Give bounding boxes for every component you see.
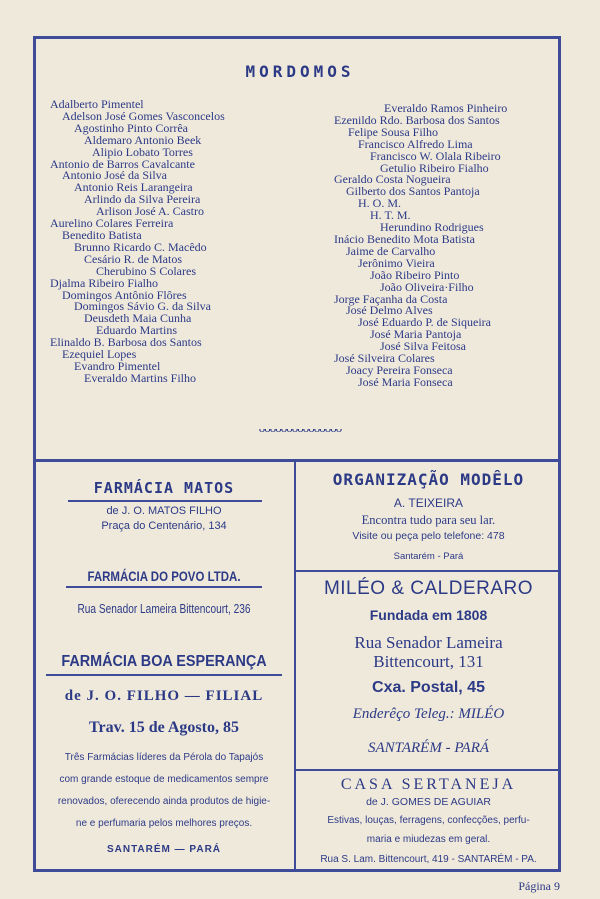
casa-sertaneja-name: CASA SERTANEJA — [340, 776, 517, 793]
ornament-divider: ᴗᴗᴗᴗᴗᴗᴗᴗᴗᴗᴗᴗᴗᴗᴗ — [258, 420, 342, 435]
organizacao-city: Santarém - Pará — [393, 551, 464, 562]
page-title: MORDOMOS — [245, 62, 355, 81]
right-name-item: José Maria Fonseca — [358, 374, 453, 389]
farmacia-matos-address: Praça do Centenário, 134 — [101, 520, 227, 532]
left-name-item: Ezequiel Lopes — [62, 347, 137, 362]
left-name-item: Adelson José Gomes Vasconcelos — [62, 108, 225, 123]
mileo-name: MILÉO & CALDERARO — [323, 578, 534, 599]
organizacao-name: ORGANIZAÇÃO MODÊLO — [332, 470, 525, 489]
right-name-item: Jerônimo Vieira — [358, 255, 435, 270]
farmacia-boa-text-4: ne e perfumaria pelos melhores preços. — [75, 818, 253, 829]
farmacia-povo-address: Rua Senador Lameira Bittencourt, 236 — [77, 601, 251, 616]
mileo-telegraph: Enderêço Teleg.: MILÉO — [352, 706, 505, 722]
farmacia-matos-name: FARMÁCIA MATOS — [93, 479, 235, 497]
ads-right-divider-1 — [294, 570, 561, 572]
left-name-item: Brunno Ricardo C. Macêdo — [74, 239, 207, 254]
left-name-item: Agostinho Pinto Corrêa — [74, 120, 188, 135]
right-name-item: Jaime de Carvalho — [346, 243, 436, 258]
organizacao-line1: Encontra tudo para seu lar. — [361, 513, 496, 527]
right-name-item: H. O. M. — [358, 196, 402, 211]
farmacia-boa-city: SANTARÉM — PARÁ — [106, 844, 222, 855]
organizacao-line2: Visite ou peça pelo telefone: 478 — [352, 530, 505, 542]
left-name-item: Cesário R. de Matos — [84, 251, 182, 266]
casa-sertaneja-line1: Estivas, louças, ferragens, confecções, perfu- — [327, 815, 530, 826]
names-right-column — [334, 103, 507, 389]
right-name-item: Joacy Pereira Fonseca — [346, 362, 453, 377]
farmacia-boa-name: FARMÁCIA BOA ESPERANÇA — [61, 653, 267, 670]
casa-sertaneja-owner: de J. GOMES DE AGUIAR — [366, 796, 491, 808]
right-name-item: Gilberto dos Santos Pantoja — [346, 184, 480, 199]
farmacia-boa-text-2: com grande estoque de medicamentos sempre — [59, 774, 269, 785]
left-name-item: Deusdeth Maia Cunha — [84, 311, 192, 326]
page-number: Página 9 — [518, 879, 560, 893]
left-name-item: Arlindo da Silva Pereira — [84, 192, 201, 207]
left-name-item: Antonio de Barros Cavalcante — [50, 156, 195, 171]
mileo-city: SANTARÉM - PARÁ — [367, 740, 490, 756]
farmacia-povo-name: FARMÁCIA DO POVO LTDA. — [87, 568, 241, 584]
mileo-street-2: Bittencourt, 131 — [373, 652, 484, 671]
left-name-item: Evandro Pimentel — [74, 358, 161, 373]
right-name-item: H. T. M. — [370, 208, 411, 223]
right-name-item: Ezenildo Rdo. Barbosa dos Santos — [334, 112, 500, 127]
right-name-item: João Ribeiro Pinto — [370, 267, 460, 282]
farmacia-boa-text-3: renovados, oferecendo ainda produtos de higie- — [57, 796, 271, 807]
left-name-item: Aurelino Colares Ferreira — [50, 216, 174, 231]
names-left-column — [50, 99, 225, 385]
left-name-item: Cherubino S Colares — [96, 263, 196, 278]
left-name-item: Antonio Reis Larangeira — [74, 180, 193, 195]
right-name-item: José Silva Feitosa — [380, 339, 466, 354]
farmacia-matos-rule — [68, 500, 262, 502]
right-name-item: Inácio Benedito Mota Batista — [334, 231, 475, 246]
left-name-item: Elinaldo B. Barbosa dos Santos — [50, 335, 202, 350]
organizacao-owner: A. TEIXEIRA — [393, 496, 464, 510]
mileo-founded: Fundada em 1808 — [369, 607, 488, 623]
right-name-item: José Silveira Colares — [334, 351, 435, 366]
mileo-street-1: Rua Senador Lameira — [354, 633, 503, 652]
right-name-item: Everaldo Ramos Pinheiro — [384, 101, 508, 115]
left-name-item: Everaldo Martins Filho — [84, 370, 196, 385]
right-name-item: Jorge Façanha da Costa — [334, 291, 448, 306]
left-name-item: Domingos Sávio G. da Silva — [74, 299, 211, 314]
farmacia-povo-rule — [66, 586, 262, 588]
left-name-item: Arlison José A. Castro — [96, 204, 204, 219]
right-name-item: Felipe Sousa Filho — [348, 124, 439, 139]
casa-sertaneja-line2: maria e miudezas em geral. — [366, 834, 491, 845]
mileo-postal: Cxa. Postal, 45 — [372, 679, 485, 696]
right-name-item: José Delmo Alves — [346, 303, 433, 318]
farmacia-boa-address: Trav. 15 de Agosto, 85 — [89, 719, 239, 736]
right-name-item: José Eduardo P. de Siqueira — [358, 315, 491, 330]
right-name-item: Geraldo Costa Nogueira — [334, 172, 451, 187]
left-name-item: Domingos Antônio Flôres — [62, 287, 187, 302]
right-name-item: Herundino Rodrigues — [380, 220, 484, 235]
left-name-item: Djalma Ribeiro Fialho — [50, 275, 158, 290]
right-name-item: Francisco W. Olala Ribeiro — [370, 148, 501, 163]
right-name-item: José Maria Pantoja — [370, 327, 462, 342]
left-name-item: Aldemaro Antonio Beek — [84, 132, 202, 147]
farmacia-boa-owner: de J. O. FILHO — FILIAL — [64, 688, 264, 704]
ads-top-divider — [33, 459, 561, 462]
ads-right-divider-2 — [294, 769, 561, 771]
left-name-item: Alipio Lobato Torres — [92, 144, 193, 159]
right-name-item: João Oliveira·Filho — [380, 279, 474, 294]
right-name-item: Getulio Ribeiro Fialho — [380, 160, 489, 175]
farmacia-boa-text-1: Três Farmácias líderes da Pérola do Tapajós — [64, 752, 264, 763]
right-name-item: Francisco Alfredo Lima — [358, 136, 473, 151]
left-name-item: Adalberto Pimentel — [50, 97, 144, 111]
farmacia-boa-rule — [46, 674, 282, 676]
left-name-item: Antonio José da Silva — [62, 168, 167, 183]
farmacia-matos-owner: de J. O. MATOS FILHO — [106, 505, 222, 517]
casa-sertaneja-address: Rua S. Lam. Bittencourt, 419 - SANTARÉM - PA. — [320, 854, 537, 865]
left-name-item: Eduardo Martins — [96, 323, 177, 338]
left-name-item: Benedito Batista — [62, 227, 142, 242]
